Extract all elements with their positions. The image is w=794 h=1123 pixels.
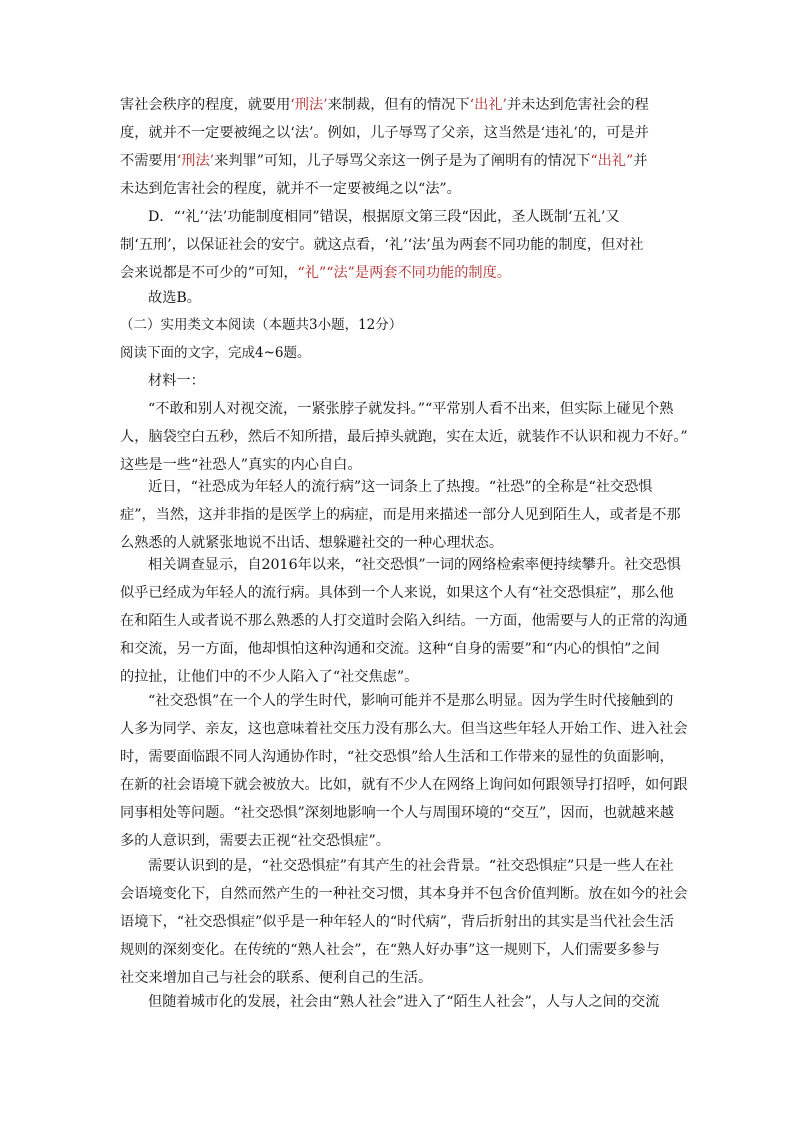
material-paragraph-5: [120, 852, 688, 992]
text-line: 在新的社会语境下就会被放大。比如，就有不少人在网络上询问如何跟领导打招呼，如何跟: [120, 777, 688, 793]
text-line: 近日，“社恐成为年轻人的流行病”这一词条上了热搜。“社恐”的全称是“社交恐惧: [148, 479, 653, 495]
text-line: 和交流，另一方面，他却惧怕这种沟通和交流。这种“自身的需要”和“内心的惧怕”之间: [120, 641, 660, 657]
text-span: 并: [633, 153, 648, 169]
highlight-span: ‘出礼’: [469, 97, 507, 113]
analysis-paragraph-1: [120, 91, 676, 203]
text-line: 相关调查显示，自2016年以来，“社交恐惧”一词的网络检索率便持续攀升。社交恐惧: [148, 557, 681, 573]
text-line: 人多为同学、亲友，这也意味着社交压力没有那么大。但当这些年轻人开始工作、进入社会: [120, 721, 688, 737]
text-line: 多的人意识到，需要去正视“社交恐惧症”。: [120, 833, 390, 849]
material-label: 材料一：: [148, 373, 205, 389]
text-line: 这些是一些“社恐人”真实的内心自白。: [120, 457, 362, 473]
text-line: 未达到危害社会的程度，就并不一定要被绳之以“法”。: [120, 181, 461, 197]
text-line: 语境下，“社交恐惧症”似乎是一种年轻人的“时代病”，背后折射出的其实是当代社会生活: [120, 914, 674, 930]
text-line: 同事相处等问题。“社交恐惧”深刻地影响一个人与周围环境的“交互”，因而，也就越来越: [120, 805, 674, 821]
text-line: “不敢和别人对视交流，一紧张脖子就发抖。”“平常别人看不出来，但实际上碰见个熟: [148, 401, 674, 417]
highlight-span: ‘刑法’: [290, 97, 328, 113]
text-line: 规则的深刻变化。在传统的“熟人社会”，在“熟人好办事”这一规则下，人们需要多参与: [120, 942, 660, 958]
text-span: 害社会秩序的程度，就要用: [120, 97, 291, 113]
text-line: 的拉扯，让他们中的不少人陷入了“社交焦虑”。: [120, 669, 419, 685]
text-span: 会来说都是不可少的”可知，: [120, 265, 298, 281]
highlight-span: “礼”“法”是两套不同功能的制度。: [297, 265, 511, 281]
text-line: 在和陌生人或者说不那么熟悉的人打交道时会陷入纠结。一方面，他需要与人的正常的沟通: [120, 613, 688, 629]
text-span: 来制裁，但有的情况下: [327, 97, 470, 113]
text-line: 似乎已经成为年轻人的流行病。具体到一个人来说，如果这个人有“社交恐惧症”，那么他: [120, 585, 674, 601]
answer-text: 故选B。: [148, 290, 201, 306]
material-paragraph-1: [120, 395, 688, 479]
section-instruction: 阅读下面的文字，完成4~6题。: [120, 345, 311, 361]
text-span: 来判罪”可知，儿子辱骂父亲这一例子是为了阐明有的情况下: [214, 153, 591, 169]
text-line: D．“‘礼’‘法’功能制度相同”错误，根据原文第三段“因此，圣人既制‘五礼’又: [148, 209, 620, 225]
text-line: 症”，当然，这并非指的是医学上的病症，而是用来描述一部分人见到陌生人，或者是不那: [120, 507, 681, 523]
section-header: [120, 311, 676, 395]
text-line: [120, 259, 676, 287]
analysis-paragraph-2: [120, 203, 676, 287]
highlight-span: ‘刑法’: [176, 153, 215, 169]
highlight-span: “出礼”: [590, 153, 634, 169]
text-line: 社交来增加自己与社会的联系、便利自己的生活。: [120, 970, 433, 986]
text-line: 需要认识到的是，“社交恐惧症”有其产生的社会背景。“社交恐惧症”只是一些人在社: [148, 858, 674, 874]
text-span: 不需要用: [120, 153, 177, 169]
text-line: “社交恐惧”在一个人的学生时代，影响可能并不是那么明显。因为学生时代接触到的: [148, 693, 674, 709]
text-line: 时，需要面临跟不同人沟通协作时，“社交恐惧”给人生活和工作带来的显性的负面影响，: [120, 749, 674, 765]
text-line: 度，就并不一定要被绳之以‘法’。例如，儿子辱骂了父亲，这当然是‘违礼’的，可是并: [120, 125, 649, 141]
answer-line: [120, 284, 676, 312]
text-line: 么熟悉的人就紧张地说不出话、想躲避社交的一种心理状态。: [120, 535, 504, 551]
text-line: 会语境变化下，自然而然产生的一种社交习惯，其本身并不包含价值判断。放在如今的社会: [120, 886, 688, 902]
material-paragraph-3: [120, 551, 688, 691]
text-line: 人，脑袋空白五秒，然后不知所措，最后掉头就跑，实在太近，就装作不认识和视力不好。”: [120, 429, 688, 445]
material-paragraph-6: [120, 988, 676, 1016]
text-line: 制‘五刑’，以保证社会的安宁。就这点看，‘礼’‘法’虽为两套不同功能的制度，但对社: [120, 237, 644, 253]
material-paragraph-4: [120, 687, 688, 855]
text-line: 但随着城市化的发展，社会由“熟人社会”进入了“陌生人社会”，人与人之间的交流: [148, 994, 660, 1010]
text-line: [120, 147, 676, 175]
section-title: （二）实用类文本阅读（本题共3小题，12分）: [120, 317, 403, 333]
material-paragraph-2: [120, 473, 681, 557]
text-line: [120, 91, 676, 119]
text-span: 并未达到危害社会的程: [506, 97, 649, 113]
